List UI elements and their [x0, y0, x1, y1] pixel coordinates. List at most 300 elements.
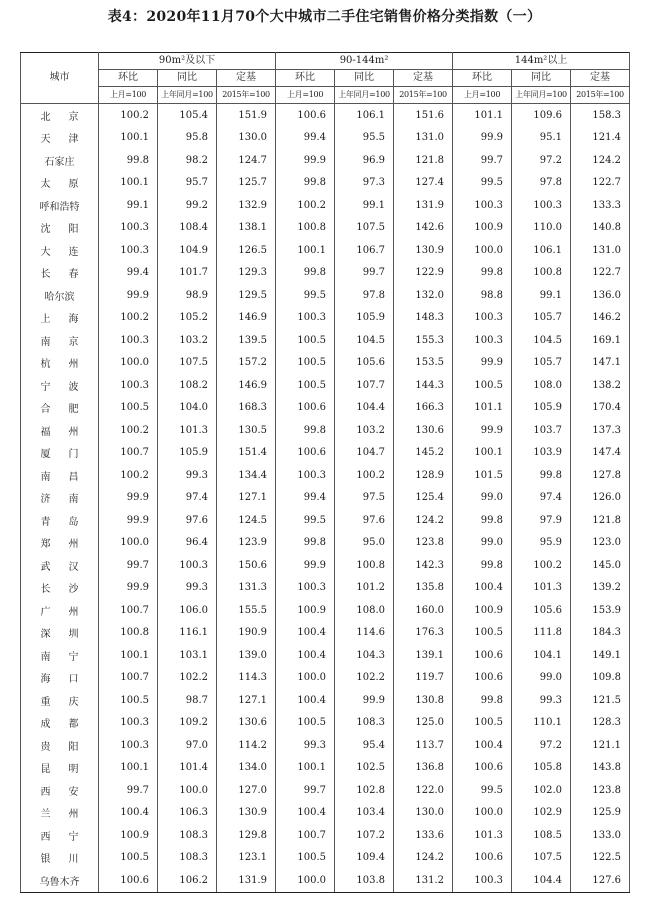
index-value-cell: 99.9 [99, 487, 158, 510]
index-value-cell: 101.3 [453, 824, 512, 847]
index-value-cell: 99.9 [453, 127, 512, 150]
index-value-cell: 99.5 [453, 779, 512, 802]
index-value-cell: 100.6 [276, 104, 335, 127]
index-value-cell: 114.6 [335, 622, 394, 645]
index-value-cell: 127.1 [217, 487, 276, 510]
index-value-cell: 145.2 [394, 442, 453, 465]
index-value-cell: 105.6 [512, 599, 571, 622]
index-value-cell: 109.4 [335, 847, 394, 870]
table-row [21, 869, 630, 892]
index-value-cell: 127.0 [217, 779, 276, 802]
index-value-cell: 100.4 [453, 577, 512, 600]
index-value-cell: 123.8 [394, 532, 453, 555]
city-name-cell [21, 734, 99, 757]
sub-header: 同比 [335, 70, 394, 87]
index-value-cell: 100.6 [453, 847, 512, 870]
table-row [21, 689, 630, 712]
index-value-cell: 108.2 [158, 374, 217, 397]
index-value-cell: 111.8 [512, 622, 571, 645]
index-value-cell: 97.0 [158, 734, 217, 757]
sub-header: 环比 [453, 70, 512, 87]
unit-header: 2015年=100 [217, 87, 276, 104]
index-value-cell: 100.1 [276, 239, 335, 262]
index-value-cell: 130.0 [394, 802, 453, 825]
table-row [21, 802, 630, 825]
index-value-cell: 100.3 [158, 554, 217, 577]
index-value-cell: 105.9 [335, 307, 394, 330]
index-value-cell: 114.2 [217, 734, 276, 757]
index-value-cell: 100.3 [512, 194, 571, 217]
index-value-cell: 99.5 [453, 172, 512, 195]
index-value-cell: 108.0 [512, 374, 571, 397]
city-name: 广州 [40, 606, 97, 618]
index-value-cell: 100.0 [453, 239, 512, 262]
city-name-cell [21, 172, 99, 195]
index-value-cell: 148.3 [394, 307, 453, 330]
index-value-cell: 100.0 [99, 532, 158, 555]
index-value-cell: 133.0 [571, 824, 630, 847]
index-value-cell: 110.1 [512, 712, 571, 735]
index-value-cell: 109.8 [571, 667, 630, 690]
index-value-cell: 106.3 [158, 802, 217, 825]
index-value-cell: 139.0 [217, 644, 276, 667]
table-row [21, 667, 630, 690]
city-name: 重庆 [40, 696, 97, 708]
index-value-cell: 99.4 [276, 127, 335, 150]
city-name-cell [21, 802, 99, 825]
city-name: 上海 [40, 314, 97, 326]
index-value-cell: 101.1 [453, 104, 512, 127]
index-value-cell: 97.2 [512, 149, 571, 172]
index-value-cell: 104.9 [158, 239, 217, 262]
index-value-cell: 123.8 [571, 779, 630, 802]
index-value-cell: 132.0 [394, 284, 453, 307]
index-value-cell: 100.4 [453, 734, 512, 757]
index-value-cell: 102.5 [335, 757, 394, 780]
index-value-cell: 98.8 [453, 284, 512, 307]
index-value-cell: 122.0 [394, 779, 453, 802]
city-name: 长沙 [40, 584, 97, 596]
index-value-cell: 99.9 [276, 149, 335, 172]
index-value-cell: 149.1 [571, 644, 630, 667]
index-value-cell: 151.9 [217, 104, 276, 127]
city-name-cell [21, 847, 99, 870]
unit-header: 2015年=100 [571, 87, 630, 104]
index-value-cell: 104.4 [335, 397, 394, 420]
index-value-cell: 131.3 [217, 577, 276, 600]
index-value-cell: 95.0 [335, 532, 394, 555]
index-value-cell: 123.0 [571, 532, 630, 555]
table-row [21, 757, 630, 780]
index-value-cell: 100.0 [276, 869, 335, 892]
city-name-cell [21, 757, 99, 780]
index-value-cell: 100.7 [99, 667, 158, 690]
index-value-cell: 144.3 [394, 374, 453, 397]
index-value-cell: 99.1 [99, 194, 158, 217]
index-value-cell: 123.1 [217, 847, 276, 870]
index-value-cell: 155.5 [217, 599, 276, 622]
index-value-cell: 100.1 [99, 757, 158, 780]
index-value-cell: 99.9 [276, 554, 335, 577]
city-name-cell [21, 824, 99, 847]
index-value-cell: 130.6 [394, 419, 453, 442]
index-value-cell: 105.4 [158, 104, 217, 127]
index-value-cell: 103.1 [158, 644, 217, 667]
city-name: 北京 [40, 111, 97, 123]
index-value-cell: 99.9 [99, 284, 158, 307]
index-value-cell: 99.8 [453, 689, 512, 712]
index-value-cell: 99.9 [453, 352, 512, 375]
index-value-cell: 100.0 [158, 779, 217, 802]
index-value-cell: 145.0 [571, 554, 630, 577]
index-value-cell: 125.9 [571, 802, 630, 825]
index-value-cell: 129.3 [217, 262, 276, 285]
city-name-cell [21, 284, 99, 307]
index-value-cell: 101.2 [335, 577, 394, 600]
index-value-cell: 107.5 [335, 217, 394, 240]
index-value-cell: 122.7 [571, 262, 630, 285]
index-value-cell: 106.1 [335, 104, 394, 127]
index-value-cell: 130.9 [217, 802, 276, 825]
table-row [21, 554, 630, 577]
index-value-cell: 108.3 [335, 712, 394, 735]
city-name-cell [21, 487, 99, 510]
index-value-cell: 130.0 [217, 127, 276, 150]
index-value-cell: 106.7 [335, 239, 394, 262]
index-value-cell: 124.5 [217, 509, 276, 532]
index-value-cell: 103.7 [512, 419, 571, 442]
index-value-cell: 100.2 [276, 194, 335, 217]
index-value-cell: 122.5 [571, 847, 630, 870]
index-value-cell: 138.2 [571, 374, 630, 397]
index-value-cell: 135.8 [394, 577, 453, 600]
unit-header: 上月=100 [453, 87, 512, 104]
index-value-cell: 97.5 [335, 487, 394, 510]
index-value-cell: 97.9 [512, 509, 571, 532]
index-value-cell: 101.3 [512, 577, 571, 600]
table-row [21, 419, 630, 442]
index-value-cell: 108.4 [158, 217, 217, 240]
index-value-cell: 99.8 [512, 464, 571, 487]
index-value-cell: 100.3 [99, 329, 158, 352]
index-value-cell: 99.7 [335, 262, 394, 285]
index-value-cell: 98.7 [158, 689, 217, 712]
index-value-cell: 114.3 [217, 667, 276, 690]
index-value-cell: 100.1 [99, 644, 158, 667]
index-value-cell: 100.0 [453, 802, 512, 825]
city-name-cell [21, 712, 99, 735]
index-value-cell: 153.5 [394, 352, 453, 375]
index-value-cell: 146.9 [217, 307, 276, 330]
table-row [21, 577, 630, 600]
index-value-cell: 101.5 [453, 464, 512, 487]
index-value-cell: 122.9 [394, 262, 453, 285]
city-name: 合肥 [40, 404, 97, 416]
index-value-cell: 97.8 [512, 172, 571, 195]
index-value-cell: 100.7 [99, 442, 158, 465]
index-value-cell: 104.4 [512, 869, 571, 892]
index-value-cell: 105.7 [512, 352, 571, 375]
index-value-cell: 99.3 [512, 689, 571, 712]
index-value-cell: 143.8 [571, 757, 630, 780]
index-value-cell: 100.0 [99, 352, 158, 375]
city-name-cell [21, 374, 99, 397]
sub-header: 定基 [394, 70, 453, 87]
index-value-cell: 150.6 [217, 554, 276, 577]
sub-header: 同比 [158, 70, 217, 87]
index-value-cell: 99.3 [276, 734, 335, 757]
city-name-cell [21, 464, 99, 487]
index-value-cell: 100.2 [512, 554, 571, 577]
index-value-cell: 100.6 [453, 757, 512, 780]
city-name-cell [21, 352, 99, 375]
city-name: 宁波 [40, 381, 97, 393]
index-value-cell: 100.8 [99, 622, 158, 645]
index-value-cell: 134.0 [217, 757, 276, 780]
index-value-cell: 100.1 [276, 757, 335, 780]
city-name-cell [21, 217, 99, 240]
city-name: 郑州 [40, 539, 97, 551]
index-value-cell: 99.4 [99, 262, 158, 285]
city-name-cell [21, 577, 99, 600]
index-value-cell: 131.0 [571, 239, 630, 262]
index-value-cell: 124.2 [394, 509, 453, 532]
table-title: 表4：2020年11月70个大中城市二手住宅销售价格分类指数（一） [107, 9, 542, 25]
index-value-cell: 140.8 [571, 217, 630, 240]
city-name-cell [21, 262, 99, 285]
city-name: 南昌 [40, 471, 97, 483]
index-value-cell: 133.6 [394, 824, 453, 847]
index-value-cell: 100.5 [99, 689, 158, 712]
city-name: 长春 [40, 269, 97, 281]
index-value-cell: 155.3 [394, 329, 453, 352]
index-value-cell: 96.4 [158, 532, 217, 555]
index-value-cell: 125.0 [394, 712, 453, 735]
index-value-cell: 104.5 [512, 329, 571, 352]
index-value-cell: 103.8 [335, 869, 394, 892]
index-value-cell: 100.3 [99, 712, 158, 735]
index-value-cell: 121.5 [571, 689, 630, 712]
index-value-cell: 169.1 [571, 329, 630, 352]
index-value-cell: 110.0 [512, 217, 571, 240]
index-value-cell: 99.3 [158, 464, 217, 487]
index-value-cell: 104.0 [158, 397, 217, 420]
table-row [21, 194, 630, 217]
index-value-cell: 102.2 [158, 667, 217, 690]
index-value-cell: 125.7 [217, 172, 276, 195]
index-value-cell: 95.9 [512, 532, 571, 555]
index-value-cell: 109.6 [512, 104, 571, 127]
table-body [21, 104, 630, 893]
index-value-cell: 147.1 [571, 352, 630, 375]
index-value-cell: 100.1 [99, 127, 158, 150]
index-value-cell: 99.9 [335, 689, 394, 712]
index-value-cell: 142.6 [394, 217, 453, 240]
table-row [21, 127, 630, 150]
index-value-cell: 176.3 [394, 622, 453, 645]
index-value-cell: 102.0 [512, 779, 571, 802]
city-name: 武汉 [40, 561, 97, 573]
index-value-cell: 99.8 [276, 262, 335, 285]
unit-header: 2015年=100 [394, 87, 453, 104]
index-value-cell: 136.0 [571, 284, 630, 307]
city-name: 海口 [40, 674, 97, 686]
index-value-cell: 134.4 [217, 464, 276, 487]
index-value-cell: 100.5 [453, 374, 512, 397]
index-value-cell: 103.2 [158, 329, 217, 352]
index-value-cell: 127.6 [571, 869, 630, 892]
city-name: 济南 [40, 494, 97, 506]
index-value-cell: 100.2 [99, 464, 158, 487]
index-value-cell: 127.4 [394, 172, 453, 195]
index-value-cell: 100.3 [453, 329, 512, 352]
index-value-cell: 123.9 [217, 532, 276, 555]
city-name-cell [21, 644, 99, 667]
group-header: 144m²以上 [453, 53, 630, 70]
city-name: 青岛 [40, 516, 97, 528]
table-row [21, 397, 630, 420]
index-value-cell: 146.9 [217, 374, 276, 397]
table-row [21, 284, 630, 307]
city-name-cell [21, 442, 99, 465]
index-value-cell: 107.7 [335, 374, 394, 397]
index-value-cell: 129.8 [217, 824, 276, 847]
index-value-cell: 100.3 [99, 217, 158, 240]
index-value-cell: 109.2 [158, 712, 217, 735]
index-value-cell: 98.2 [158, 149, 217, 172]
city-name: 深圳 [40, 629, 97, 641]
index-value-cell: 100.3 [99, 374, 158, 397]
index-value-cell: 104.3 [335, 644, 394, 667]
table-row [21, 509, 630, 532]
index-value-cell: 146.2 [571, 307, 630, 330]
index-value-cell: 147.4 [571, 442, 630, 465]
index-value-cell: 126.5 [217, 239, 276, 262]
index-value-cell: 100.2 [335, 464, 394, 487]
index-value-cell: 100.3 [453, 307, 512, 330]
index-value-cell: 102.8 [335, 779, 394, 802]
index-value-cell: 128.9 [394, 464, 453, 487]
index-value-cell: 131.0 [394, 127, 453, 150]
index-value-cell: 121.8 [394, 149, 453, 172]
index-value-cell: 95.7 [158, 172, 217, 195]
table-row [21, 104, 630, 127]
table-row [21, 307, 630, 330]
index-value-cell: 133.3 [571, 194, 630, 217]
index-value-cell: 139.2 [571, 577, 630, 600]
index-value-cell: 100.8 [276, 217, 335, 240]
index-value-cell: 139.5 [217, 329, 276, 352]
city-name: 成都 [40, 719, 97, 731]
index-value-cell: 97.3 [335, 172, 394, 195]
group-header: 90m²及以下 [99, 53, 276, 70]
index-value-cell: 99.0 [512, 667, 571, 690]
index-value-cell: 100.3 [453, 194, 512, 217]
table-row [21, 149, 630, 172]
city-name-cell [21, 329, 99, 352]
index-value-cell: 100.2 [99, 307, 158, 330]
city-name: 西安 [40, 786, 97, 798]
index-value-cell: 170.4 [571, 397, 630, 420]
city-name-cell [21, 104, 99, 127]
index-value-cell: 136.8 [394, 757, 453, 780]
index-value-cell: 99.7 [453, 149, 512, 172]
table-row [21, 824, 630, 847]
table-row [21, 734, 630, 757]
table-row [21, 442, 630, 465]
index-value-cell: 100.5 [276, 847, 335, 870]
index-value-cell: 131.2 [394, 869, 453, 892]
index-value-cell: 100.9 [453, 217, 512, 240]
index-value-cell: 153.9 [571, 599, 630, 622]
index-value-cell: 107.5 [158, 352, 217, 375]
city-name: 西宁 [40, 831, 97, 843]
index-value-cell: 129.5 [217, 284, 276, 307]
index-value-cell: 95.4 [335, 734, 394, 757]
index-value-cell: 104.7 [335, 442, 394, 465]
city-name: 兰州 [40, 809, 97, 821]
table-row [21, 487, 630, 510]
index-value-cell: 99.8 [453, 262, 512, 285]
city-name-cell [21, 689, 99, 712]
city-name: 哈尔滨 [44, 291, 75, 303]
index-value-cell: 99.8 [276, 172, 335, 195]
city-name: 贵阳 [40, 741, 97, 753]
index-value-cell: 116.1 [158, 622, 217, 645]
index-value-cell: 100.6 [276, 442, 335, 465]
index-value-cell: 106.1 [512, 239, 571, 262]
index-value-cell: 100.3 [99, 734, 158, 757]
index-value-cell: 130.6 [217, 712, 276, 735]
index-value-cell: 99.1 [512, 284, 571, 307]
sub-header: 定基 [571, 70, 630, 87]
index-value-cell: 99.8 [276, 532, 335, 555]
table-row [21, 352, 630, 375]
city-name-cell [21, 532, 99, 555]
index-value-cell: 100.6 [453, 667, 512, 690]
index-value-cell: 121.4 [571, 127, 630, 150]
table-row [21, 329, 630, 352]
city-name: 昆明 [40, 764, 97, 776]
index-value-cell: 105.9 [512, 397, 571, 420]
city-name: 厦门 [40, 449, 97, 461]
unit-header: 上月=100 [276, 87, 335, 104]
index-value-cell: 157.2 [217, 352, 276, 375]
index-value-cell: 100.2 [99, 419, 158, 442]
index-value-cell: 126.0 [571, 487, 630, 510]
price-index-table [20, 52, 630, 893]
index-value-cell: 100.0 [276, 667, 335, 690]
index-value-cell: 151.4 [217, 442, 276, 465]
index-value-cell: 100.4 [276, 622, 335, 645]
index-value-cell: 99.8 [453, 554, 512, 577]
index-value-cell: 100.7 [276, 824, 335, 847]
index-value-cell: 100.6 [453, 644, 512, 667]
index-value-cell: 139.1 [394, 644, 453, 667]
index-value-cell: 100.3 [453, 869, 512, 892]
index-value-cell: 99.4 [276, 487, 335, 510]
index-value-cell: 100.6 [99, 869, 158, 892]
city-name-cell [21, 509, 99, 532]
city-name: 大连 [40, 246, 97, 258]
city-name: 福州 [40, 426, 97, 438]
city-name: 银川 [40, 854, 97, 866]
index-value-cell: 99.0 [453, 487, 512, 510]
index-value-cell: 124.7 [217, 149, 276, 172]
index-value-cell: 100.6 [276, 397, 335, 420]
index-value-cell: 124.2 [394, 847, 453, 870]
index-value-cell: 132.9 [217, 194, 276, 217]
